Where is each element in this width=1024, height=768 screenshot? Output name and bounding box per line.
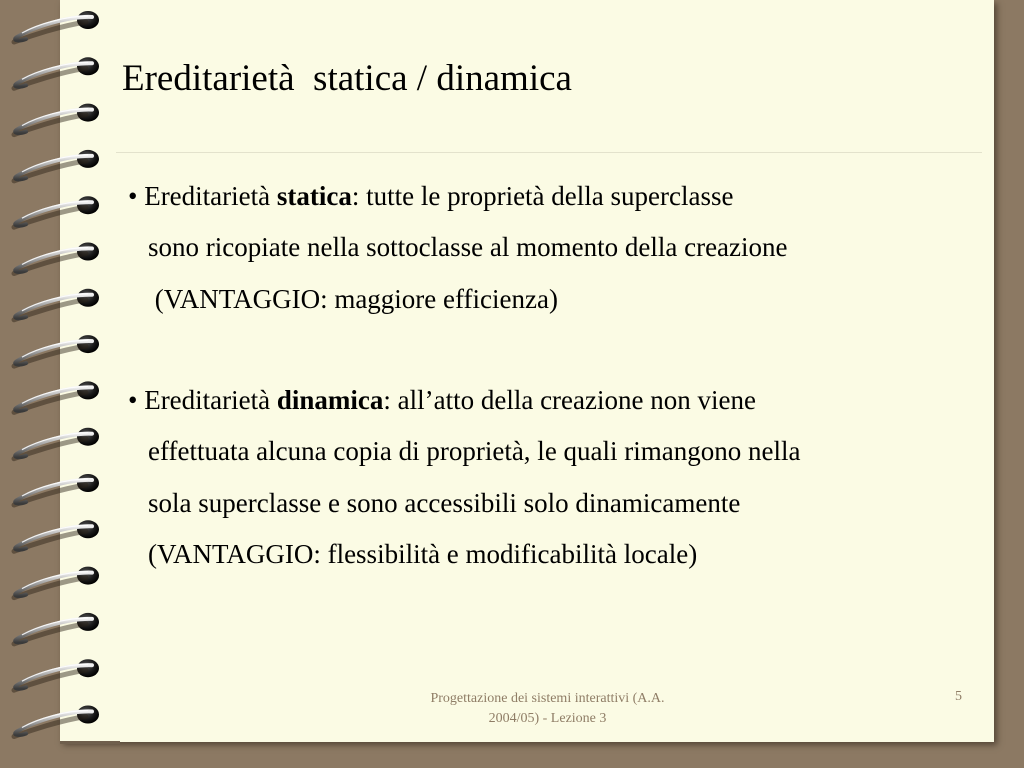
spiral-ring xyxy=(14,289,99,320)
bullet-keyword: statica xyxy=(276,181,352,211)
page-number: 5 xyxy=(955,689,962,704)
bullet-continuation: sono ricopiate nella sottoclasse al momento della creazione xyxy=(148,232,788,262)
bullet-first-line xyxy=(128,385,756,416)
footer-line: 2004/05) - Lezione 3 xyxy=(488,711,607,726)
spiral-ring xyxy=(14,150,99,181)
spiral-ring xyxy=(14,104,99,135)
spiral-ring xyxy=(14,381,99,412)
bullet-marker: • xyxy=(128,181,138,211)
spiral-ring xyxy=(14,243,99,274)
spiral-ring xyxy=(14,11,99,42)
spiral-binding xyxy=(0,0,110,768)
spiral-ring xyxy=(14,567,99,598)
bullet-keyword: dinamica xyxy=(276,385,384,415)
bullet-continuation: effettuata alcuna copia di proprietà, le quali rimangono nella xyxy=(148,436,801,466)
spiral-ring xyxy=(14,474,99,505)
spiral-ring xyxy=(14,57,99,88)
bullet-text-prefix: Ereditarietà xyxy=(137,181,277,211)
spiral-ring xyxy=(14,428,99,459)
footer-line: Progettazione dei sistemi interattivi (A.A. xyxy=(430,691,665,706)
bullet-text-suffix: : all’atto della creazione non viene xyxy=(383,385,756,415)
slide-footer xyxy=(395,689,700,729)
bullet-continuation: (VANTAGGIO: flessibilità e modificabilità locale) xyxy=(148,539,698,569)
bullet-first-line xyxy=(128,181,733,212)
spiral-ring xyxy=(14,196,99,227)
spiral-ring xyxy=(14,659,99,690)
title-divider xyxy=(116,152,982,153)
bullet-text-suffix: : tutte le proprietà della superclasse xyxy=(351,181,734,211)
spiral-ring xyxy=(14,335,99,366)
spiral-ring xyxy=(14,613,99,644)
bullet-continuation: (VANTAGGIO: maggiore efficienza) xyxy=(148,284,558,314)
bullet-marker: • xyxy=(128,385,138,415)
bullet-continuation: sola superclasse e sono accessibili solo dinamicamente xyxy=(148,488,741,518)
spiral-ring xyxy=(14,520,99,551)
spiral-ring xyxy=(14,706,99,737)
bullet-text-prefix: Ereditarietà xyxy=(137,385,277,415)
slide-title: Ereditarietà statica / dinamica xyxy=(122,58,572,99)
slide-page xyxy=(60,0,994,742)
